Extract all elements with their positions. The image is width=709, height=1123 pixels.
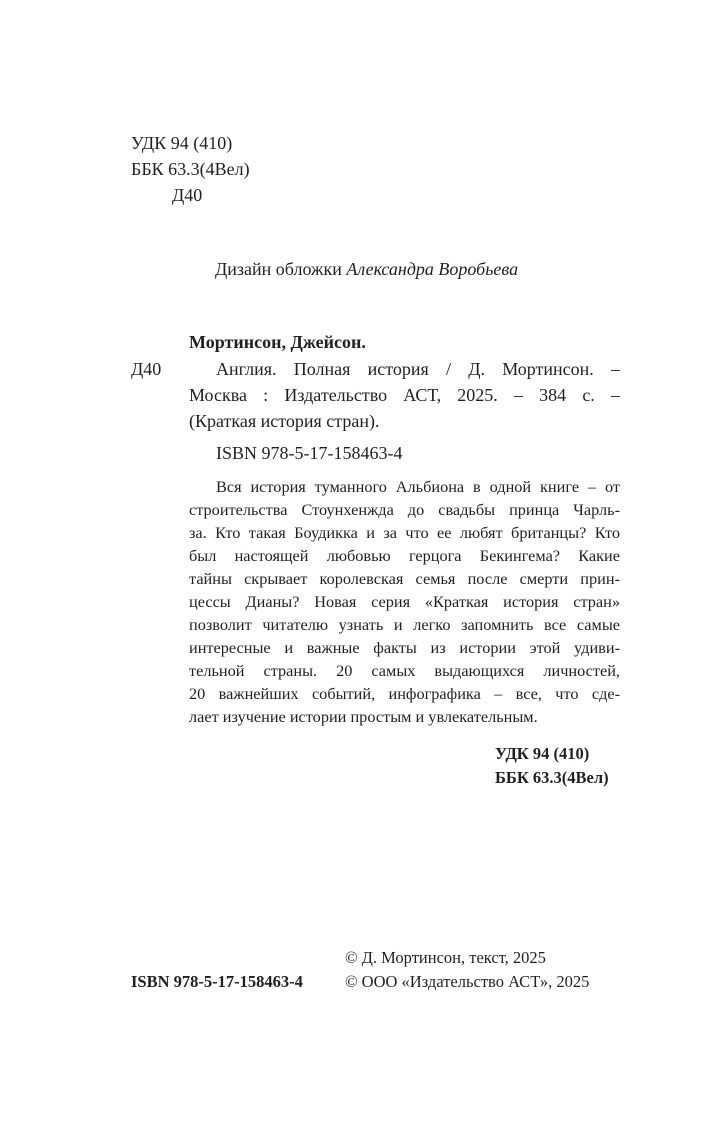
annotation-line: за. Кто такая Боудикка и за что ее любят британцы? Кто — [189, 523, 620, 542]
annotation-line: Вся история туманного Альбиона в одной книге – от — [216, 477, 620, 496]
annotation-line: интересные и важные факты из истории этой удиви- — [189, 638, 620, 657]
catalog-heading: Мортинсон, Джейсон. — [189, 332, 366, 352]
annotation-line: тайны скрывает королевская семья после смерти прин- — [189, 569, 620, 588]
udk-code: УДК 94 (410) — [131, 133, 233, 153]
copyright-text: © Д. Мортинсон, текст, 2025 — [345, 948, 546, 967]
footer-isbn: ISBN 978-5-17-158463-4 — [131, 972, 303, 991]
copyright-publisher: © ООО «Издательство АСТ», 2025 — [345, 972, 590, 991]
annotation-line: лает изучение истории простым и увлекательным. — [189, 707, 538, 726]
annotation-line: цессы Дианы? Новая серия «Краткая история стран» — [189, 592, 620, 611]
author-mark: Д40 — [172, 185, 203, 205]
catalog-author-mark: Д40 — [131, 359, 162, 379]
card-udk-code: УДК 94 (410) — [495, 744, 590, 763]
description-line: Англия. Полная история / Д. Мортинсон. – — [216, 359, 620, 379]
design-credit — [215, 256, 518, 283]
annotation-line: тельной страны. 20 самых выдающихся личностей, — [189, 661, 620, 680]
annotation-line: строительства Стоунхенжда до свадьбы принца Чарль- — [189, 500, 620, 519]
annotation-line: позволит читателю узнать и легко запомнить все самые — [189, 615, 620, 634]
description-line: (Краткая история стран). — [189, 411, 380, 431]
card-bbk-code: ББК 63.3(4Вел) — [495, 768, 609, 787]
annotation-line: был настоящей любовью герцога Бекингема? Какие — [189, 546, 620, 565]
catalog-isbn: ISBN 978-5-17-158463-4 — [216, 443, 403, 463]
design-credit-label: Дизайн обложки — [215, 259, 342, 279]
annotation-line: 20 важнейших событий, инфографика – все, что сде- — [189, 684, 620, 703]
description-line: Москва : Издательство АСТ, 2025. – 384 с. – — [189, 385, 620, 405]
bbk-code: ББК 63.3(4Вел) — [131, 159, 250, 179]
design-credit-name: Александра Воробьева — [346, 259, 519, 279]
